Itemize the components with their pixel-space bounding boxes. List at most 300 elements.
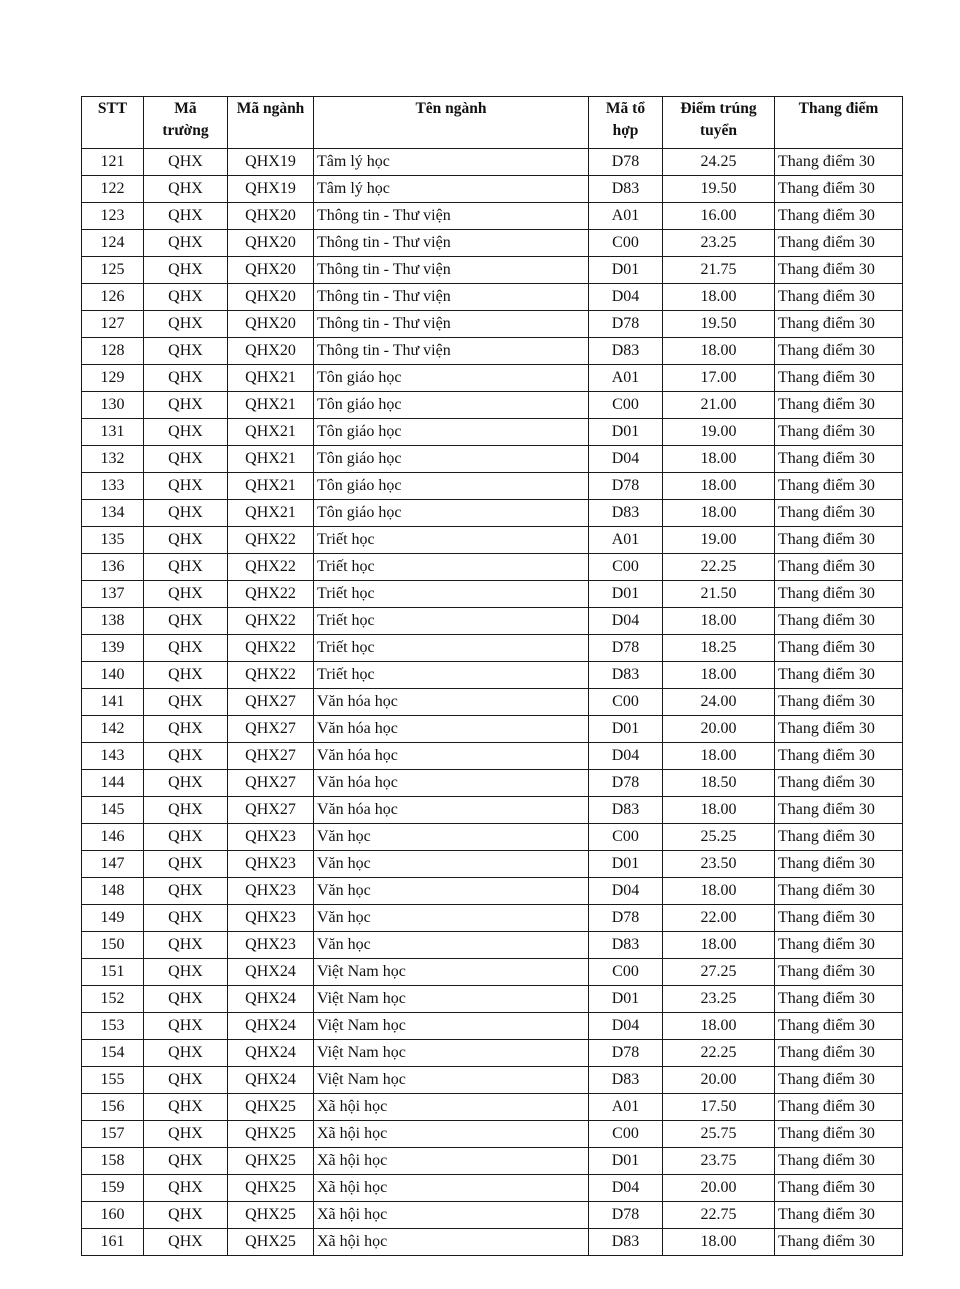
cell-ma-truong: QHX [144,851,228,878]
table-row [82,1229,903,1256]
cell-diem: 21.75 [663,257,775,284]
table-row [82,365,903,392]
table-header-row [82,97,903,149]
table-row [82,905,903,932]
table-row [82,581,903,608]
cell-ma-to-hop: D01 [589,581,663,608]
cell-ma-truong: QHX [144,932,228,959]
cell-ma-to-hop: D83 [589,797,663,824]
header-ma-to-hop: Mã tổ hợp [589,97,663,149]
cell-ten-nganh: Văn hóa học [314,716,589,743]
cell-ma-to-hop: D78 [589,635,663,662]
cell-ma-nganh: QHX19 [228,176,314,203]
cell-ma-to-hop: D83 [589,1229,663,1256]
cell-diem: 18.00 [663,797,775,824]
cell-stt: 133 [82,473,144,500]
cell-ten-nganh: Triết học [314,635,589,662]
cell-stt: 136 [82,554,144,581]
cell-thang-diem: Thang điểm 30 [775,986,903,1013]
cell-ma-to-hop: D01 [589,419,663,446]
cell-stt: 147 [82,851,144,878]
cell-ma-truong: QHX [144,1175,228,1202]
cell-ma-nganh: QHX20 [228,230,314,257]
cell-diem: 17.00 [663,365,775,392]
cell-ma-to-hop: D04 [589,878,663,905]
cell-thang-diem: Thang điểm 30 [775,500,903,527]
cell-diem: 18.50 [663,770,775,797]
cell-thang-diem: Thang điểm 30 [775,1229,903,1256]
cell-thang-diem: Thang điểm 30 [775,203,903,230]
cell-diem: 22.75 [663,1202,775,1229]
cell-ma-to-hop: D83 [589,338,663,365]
cell-thang-diem: Thang điểm 30 [775,554,903,581]
cell-ma-truong: QHX [144,338,228,365]
cell-ma-truong: QHX [144,149,228,176]
cell-thang-diem: Thang điểm 30 [775,797,903,824]
admission-scores-table [81,96,903,1256]
cell-stt: 148 [82,878,144,905]
cell-ten-nganh: Tôn giáo học [314,419,589,446]
cell-thang-diem: Thang điểm 30 [775,959,903,986]
cell-ma-nganh: QHX22 [228,581,314,608]
cell-thang-diem: Thang điểm 30 [775,662,903,689]
cell-diem: 18.00 [663,284,775,311]
cell-ma-to-hop: A01 [589,365,663,392]
cell-thang-diem: Thang điểm 30 [775,473,903,500]
cell-ma-truong: QHX [144,1148,228,1175]
table-row [82,824,903,851]
cell-ma-nganh: QHX20 [228,257,314,284]
cell-stt: 126 [82,284,144,311]
cell-thang-diem: Thang điểm 30 [775,230,903,257]
cell-ma-to-hop: D83 [589,662,663,689]
cell-stt: 134 [82,500,144,527]
cell-stt: 122 [82,176,144,203]
cell-ten-nganh: Văn học [314,851,589,878]
cell-ma-to-hop: C00 [589,824,663,851]
cell-ma-nganh: QHX20 [228,203,314,230]
cell-thang-diem: Thang điểm 30 [775,824,903,851]
cell-diem: 18.00 [663,743,775,770]
cell-ten-nganh: Việt Nam học [314,986,589,1013]
cell-ma-nganh: QHX24 [228,1013,314,1040]
cell-thang-diem: Thang điểm 30 [775,1202,903,1229]
cell-diem: 19.50 [663,311,775,338]
cell-ma-nganh: QHX25 [228,1175,314,1202]
cell-stt: 142 [82,716,144,743]
cell-thang-diem: Thang điểm 30 [775,932,903,959]
cell-diem: 27.25 [663,959,775,986]
cell-diem: 18.00 [663,473,775,500]
cell-ma-nganh: QHX23 [228,824,314,851]
cell-ma-to-hop: D83 [589,932,663,959]
table-row [82,716,903,743]
cell-ma-truong: QHX [144,500,228,527]
cell-thang-diem: Thang điểm 30 [775,1148,903,1175]
cell-ma-to-hop: D78 [589,311,663,338]
table-row [82,932,903,959]
cell-ma-to-hop: C00 [589,554,663,581]
table-row [82,689,903,716]
cell-ten-nganh: Triết học [314,662,589,689]
cell-ma-nganh: QHX24 [228,986,314,1013]
cell-ma-to-hop: D04 [589,284,663,311]
cell-ma-truong: QHX [144,689,228,716]
cell-stt: 153 [82,1013,144,1040]
table-row [82,284,903,311]
cell-stt: 127 [82,311,144,338]
cell-ten-nganh: Tâm lý học [314,176,589,203]
cell-stt: 143 [82,743,144,770]
cell-stt: 137 [82,581,144,608]
cell-ma-nganh: QHX20 [228,338,314,365]
cell-ma-to-hop: D01 [589,716,663,743]
table-row [82,554,903,581]
cell-ten-nganh: Việt Nam học [314,1040,589,1067]
cell-ma-truong: QHX [144,1094,228,1121]
cell-diem: 19.00 [663,527,775,554]
cell-ma-to-hop: D01 [589,851,663,878]
cell-ma-truong: QHX [144,1067,228,1094]
cell-ma-truong: QHX [144,392,228,419]
cell-ten-nganh: Xã hội học [314,1175,589,1202]
cell-stt: 139 [82,635,144,662]
cell-ma-truong: QHX [144,608,228,635]
cell-ma-truong: QHX [144,986,228,1013]
cell-ma-truong: QHX [144,770,228,797]
cell-ma-nganh: QHX21 [228,365,314,392]
header-stt: STT [82,97,144,149]
cell-ma-truong: QHX [144,257,228,284]
cell-thang-diem: Thang điểm 30 [775,365,903,392]
cell-ten-nganh: Tôn giáo học [314,500,589,527]
cell-ma-to-hop: C00 [589,959,663,986]
table-row [82,743,903,770]
cell-diem: 21.00 [663,392,775,419]
cell-ten-nganh: Thông tin - Thư viện [314,203,589,230]
cell-thang-diem: Thang điểm 30 [775,743,903,770]
cell-diem: 23.50 [663,851,775,878]
cell-ma-truong: QHX [144,419,228,446]
cell-ma-to-hop: D01 [589,257,663,284]
cell-stt: 152 [82,986,144,1013]
cell-diem: 23.75 [663,1148,775,1175]
cell-diem: 25.25 [663,824,775,851]
cell-ten-nganh: Tôn giáo học [314,392,589,419]
cell-ma-nganh: QHX22 [228,554,314,581]
cell-ma-nganh: QHX25 [228,1148,314,1175]
cell-thang-diem: Thang điểm 30 [775,257,903,284]
cell-stt: 155 [82,1067,144,1094]
cell-ma-nganh: QHX22 [228,608,314,635]
cell-thang-diem: Thang điểm 30 [775,392,903,419]
cell-ten-nganh: Văn học [314,905,589,932]
cell-diem: 22.25 [663,554,775,581]
cell-ten-nganh: Văn hóa học [314,770,589,797]
cell-ma-to-hop: D04 [589,1175,663,1202]
header-ma-truong: Mã trường [144,97,228,149]
table-row [82,959,903,986]
cell-stt: 128 [82,338,144,365]
cell-ten-nganh: Tôn giáo học [314,473,589,500]
cell-thang-diem: Thang điểm 30 [775,581,903,608]
table-row [82,797,903,824]
cell-diem: 23.25 [663,986,775,1013]
cell-ma-to-hop: D78 [589,1040,663,1067]
cell-diem: 16.00 [663,203,775,230]
cell-ten-nganh: Thông tin - Thư viện [314,311,589,338]
table-row [82,986,903,1013]
cell-stt: 123 [82,203,144,230]
cell-ten-nganh: Triết học [314,554,589,581]
cell-ma-to-hop: A01 [589,203,663,230]
cell-ma-nganh: QHX23 [228,932,314,959]
header-ten-nganh: Tên ngành [314,97,589,149]
cell-ma-to-hop: D78 [589,770,663,797]
cell-stt: 159 [82,1175,144,1202]
cell-stt: 157 [82,1121,144,1148]
cell-ten-nganh: Triết học [314,581,589,608]
table-row [82,1175,903,1202]
cell-thang-diem: Thang điểm 30 [775,851,903,878]
cell-ma-nganh: QHX25 [228,1202,314,1229]
cell-stt: 141 [82,689,144,716]
table-row [82,527,903,554]
cell-ma-to-hop: D78 [589,1202,663,1229]
table-row [82,608,903,635]
cell-diem: 18.00 [663,1229,775,1256]
cell-diem: 24.25 [663,149,775,176]
table-row [82,1067,903,1094]
table-row [82,1148,903,1175]
table-row [82,1202,903,1229]
header-ma-nganh: Mã ngành [228,97,314,149]
cell-ten-nganh: Thông tin - Thư viện [314,230,589,257]
cell-thang-diem: Thang điểm 30 [775,716,903,743]
cell-ma-nganh: QHX24 [228,959,314,986]
table-row [82,419,903,446]
cell-ma-nganh: QHX27 [228,689,314,716]
cell-ma-to-hop: C00 [589,1121,663,1148]
cell-diem: 18.25 [663,635,775,662]
table-row [82,446,903,473]
cell-thang-diem: Thang điểm 30 [775,608,903,635]
cell-ten-nganh: Văn học [314,824,589,851]
cell-thang-diem: Thang điểm 30 [775,149,903,176]
cell-diem: 25.75 [663,1121,775,1148]
cell-ma-to-hop: D04 [589,743,663,770]
cell-ma-nganh: QHX21 [228,419,314,446]
cell-ten-nganh: Thông tin - Thư viện [314,338,589,365]
cell-ten-nganh: Triết học [314,527,589,554]
cell-stt: 131 [82,419,144,446]
cell-ten-nganh: Thông tin - Thư viện [314,257,589,284]
cell-ma-truong: QHX [144,230,228,257]
table-row [82,500,903,527]
cell-ma-to-hop: D01 [589,986,663,1013]
cell-stt: 150 [82,932,144,959]
cell-stt: 146 [82,824,144,851]
table-row [82,1040,903,1067]
cell-stt: 151 [82,959,144,986]
cell-ten-nganh: Việt Nam học [314,1067,589,1094]
cell-ma-nganh: QHX24 [228,1040,314,1067]
cell-ma-to-hop: D78 [589,149,663,176]
cell-stt: 140 [82,662,144,689]
cell-ma-nganh: QHX21 [228,473,314,500]
cell-stt: 145 [82,797,144,824]
cell-ten-nganh: Xã hội học [314,1148,589,1175]
cell-diem: 23.25 [663,230,775,257]
cell-ma-nganh: QHX27 [228,743,314,770]
cell-ma-to-hop: D01 [589,1148,663,1175]
cell-ma-truong: QHX [144,905,228,932]
cell-diem: 20.00 [663,1067,775,1094]
cell-diem: 20.00 [663,1175,775,1202]
cell-stt: 144 [82,770,144,797]
table-row [82,1013,903,1040]
cell-ma-truong: QHX [144,311,228,338]
cell-ma-truong: QHX [144,473,228,500]
cell-ma-to-hop: A01 [589,1094,663,1121]
cell-stt: 154 [82,1040,144,1067]
cell-ma-truong: QHX [144,581,228,608]
cell-ma-truong: QHX [144,1202,228,1229]
cell-thang-diem: Thang điểm 30 [775,176,903,203]
table-row [82,338,903,365]
table-row [82,635,903,662]
cell-ma-nganh: QHX25 [228,1094,314,1121]
cell-thang-diem: Thang điểm 30 [775,1175,903,1202]
cell-stt: 160 [82,1202,144,1229]
cell-thang-diem: Thang điểm 30 [775,1040,903,1067]
cell-diem: 18.00 [663,1013,775,1040]
cell-ma-truong: QHX [144,878,228,905]
cell-stt: 149 [82,905,144,932]
cell-diem: 18.00 [663,500,775,527]
cell-ma-to-hop: D04 [589,1013,663,1040]
cell-ma-truong: QHX [144,446,228,473]
cell-ma-to-hop: C00 [589,230,663,257]
cell-ten-nganh: Văn học [314,932,589,959]
cell-ten-nganh: Xã hội học [314,1121,589,1148]
cell-diem: 19.50 [663,176,775,203]
cell-ten-nganh: Xã hội học [314,1094,589,1121]
cell-ten-nganh: Việt Nam học [314,959,589,986]
cell-stt: 129 [82,365,144,392]
cell-diem: 21.50 [663,581,775,608]
cell-ma-to-hop: D83 [589,1067,663,1094]
cell-thang-diem: Thang điểm 30 [775,1067,903,1094]
table-row [82,311,903,338]
cell-thang-diem: Thang điểm 30 [775,878,903,905]
cell-ma-to-hop: C00 [589,392,663,419]
cell-ma-to-hop: D83 [589,176,663,203]
cell-stt: 135 [82,527,144,554]
cell-ten-nganh: Văn hóa học [314,797,589,824]
cell-ma-truong: QHX [144,284,228,311]
cell-ma-truong: QHX [144,797,228,824]
cell-ma-nganh: QHX23 [228,878,314,905]
cell-ma-nganh: QHX22 [228,635,314,662]
cell-thang-diem: Thang điểm 30 [775,338,903,365]
cell-ma-truong: QHX [144,959,228,986]
cell-thang-diem: Thang điểm 30 [775,1094,903,1121]
cell-ma-nganh: QHX22 [228,662,314,689]
cell-diem: 18.00 [663,662,775,689]
cell-ma-truong: QHX [144,554,228,581]
cell-ma-truong: QHX [144,1229,228,1256]
cell-ma-nganh: QHX27 [228,716,314,743]
cell-ten-nganh: Văn học [314,878,589,905]
cell-stt: 125 [82,257,144,284]
cell-ma-truong: QHX [144,1121,228,1148]
cell-diem: 18.00 [663,446,775,473]
cell-ten-nganh: Xã hội học [314,1229,589,1256]
cell-thang-diem: Thang điểm 30 [775,1013,903,1040]
cell-thang-diem: Thang điểm 30 [775,446,903,473]
cell-diem: 18.00 [663,932,775,959]
cell-thang-diem: Thang điểm 30 [775,1121,903,1148]
table-row [82,257,903,284]
cell-diem: 18.00 [663,878,775,905]
cell-ten-nganh: Triết học [314,608,589,635]
cell-ma-truong: QHX [144,527,228,554]
cell-ma-nganh: QHX23 [228,851,314,878]
header-diem-trung-tuyen: Điểm trúng tuyển [663,97,775,149]
cell-ma-truong: QHX [144,635,228,662]
cell-ma-nganh: QHX20 [228,284,314,311]
cell-ten-nganh: Tôn giáo học [314,365,589,392]
cell-ma-nganh: QHX27 [228,797,314,824]
cell-stt: 121 [82,149,144,176]
cell-stt: 156 [82,1094,144,1121]
cell-ma-truong: QHX [144,1040,228,1067]
table-row [82,878,903,905]
cell-diem: 22.25 [663,1040,775,1067]
cell-diem: 19.00 [663,419,775,446]
cell-stt: 130 [82,392,144,419]
cell-ma-nganh: QHX21 [228,392,314,419]
cell-thang-diem: Thang điểm 30 [775,419,903,446]
cell-ten-nganh: Việt Nam học [314,1013,589,1040]
cell-thang-diem: Thang điểm 30 [775,689,903,716]
cell-ten-nganh: Văn hóa học [314,689,589,716]
cell-diem: 24.00 [663,689,775,716]
cell-ma-nganh: QHX19 [228,149,314,176]
cell-ma-truong: QHX [144,1013,228,1040]
cell-stt: 132 [82,446,144,473]
cell-ma-to-hop: D78 [589,905,663,932]
cell-ma-nganh: QHX21 [228,446,314,473]
table-row [82,203,903,230]
cell-ten-nganh: Xã hội học [314,1202,589,1229]
cell-thang-diem: Thang điểm 30 [775,284,903,311]
cell-diem: 22.00 [663,905,775,932]
table-row [82,473,903,500]
cell-ten-nganh: Văn hóa học [314,743,589,770]
cell-ten-nganh: Tâm lý học [314,149,589,176]
cell-stt: 158 [82,1148,144,1175]
cell-ma-to-hop: D83 [589,500,663,527]
table-row [82,851,903,878]
cell-thang-diem: Thang điểm 30 [775,905,903,932]
cell-ma-truong: QHX [144,743,228,770]
cell-thang-diem: Thang điểm 30 [775,311,903,338]
cell-ma-nganh: QHX20 [228,311,314,338]
cell-ma-to-hop: D04 [589,446,663,473]
cell-stt: 124 [82,230,144,257]
